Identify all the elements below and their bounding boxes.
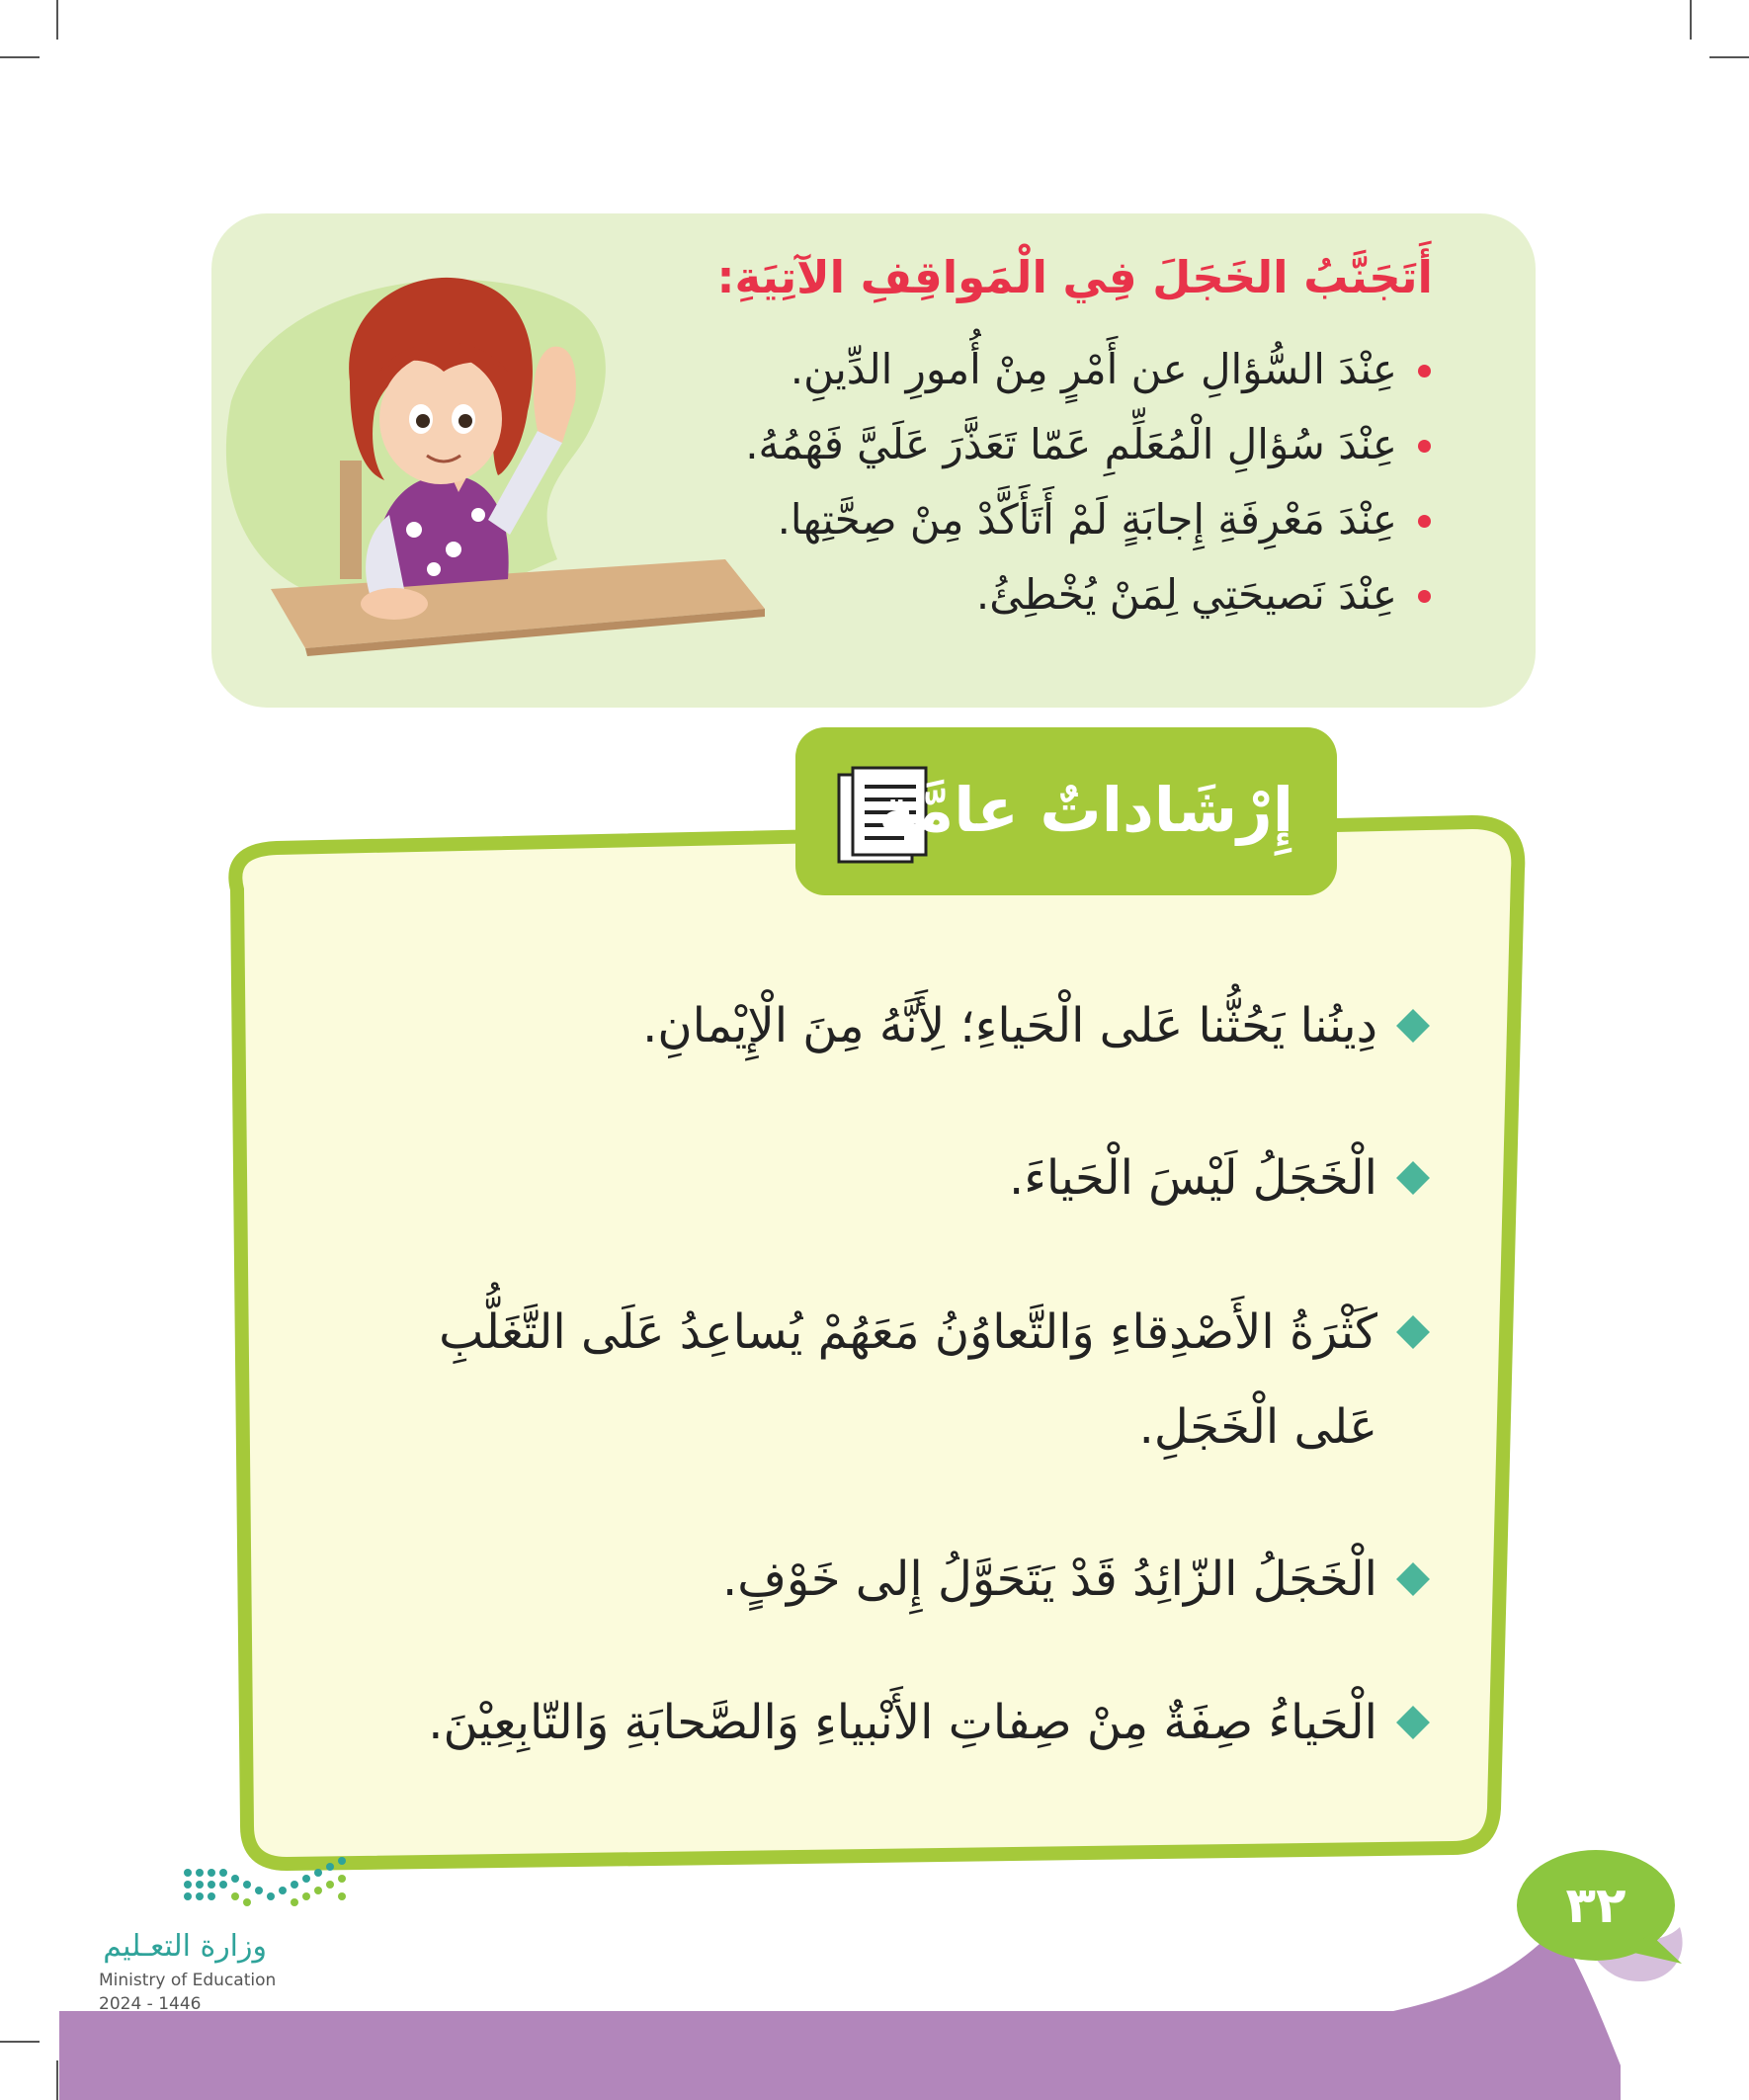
diamond-bullet-icon — [1396, 1315, 1430, 1349]
crop-mark — [1690, 0, 1692, 40]
page-number: ٣٢ — [1565, 1877, 1626, 1934]
situations-list — [682, 332, 1433, 632]
list-item: عِنْدَ سُؤالِ الْمُعَلِّمِ عَمّا تَعَذَّرَ عَلَيَّ فَهْمُهُ. — [682, 407, 1433, 482]
ministry-dots-logo-icon — [180, 1853, 353, 1912]
section-title: أَتَجَنَّبُ الخَجَلَ فِي الْمَواقِفِ الآتِيَةِ: — [716, 251, 1433, 303]
diamond-bullet-icon — [1396, 1009, 1430, 1043]
list-item: عِنْدَ السُّؤالِ عن أَمْرٍ مِنْ أُمورِ الدِّينِ. — [682, 332, 1433, 407]
list-item: الْخَجَلُ الزّائِدُ قَدْ يَتَحَوَّلُ إِلى خَوْفٍ. — [356, 1532, 1433, 1627]
crop-mark — [0, 56, 40, 58]
list-item: عِنْدَ نَصيحَتِي لِمَنْ يُخْطِئُ. — [682, 557, 1433, 632]
list-item: دِينُنا يَحُثُّنا عَلى الْحَياءِ؛ لِأَنَّهُ مِنَ الْإِيْمانِ. — [356, 978, 1433, 1073]
edition-year: 2024 - 1446 — [99, 1994, 202, 2014]
avoid-shyness-panel — [211, 213, 1536, 708]
diamond-bullet-icon — [1396, 1161, 1430, 1195]
diamond-bullet-icon — [1396, 1706, 1430, 1739]
bullet-icon — [1418, 515, 1431, 528]
crop-mark — [56, 0, 58, 40]
ministry-name-arabic: وزارة التعـليم — [103, 1929, 267, 1964]
list-item: كَثْرَةُ الأَصْدِقاءِ وَالتَّعاوُنُ مَعَهُمْ يُساعِدُ عَلَى التَّغَلُّبِ عَلى الْخَجَلِ. — [356, 1285, 1433, 1474]
diamond-bullet-icon — [1396, 1562, 1430, 1596]
tips-header-tab — [795, 727, 1337, 895]
list-item: الْخَجَلُ لَيْسَ الْحَياءَ. — [356, 1131, 1433, 1225]
ministry-logo — [99, 1853, 356, 2041]
bullet-icon — [1418, 440, 1431, 453]
ministry-name-english: Ministry of Education — [99, 1971, 277, 1990]
tips-title: إِرْشَاداتٌ عامَّة — [878, 774, 1293, 846]
bullet-icon — [1418, 590, 1431, 603]
bullet-icon — [1418, 365, 1431, 378]
list-item: الْحَياءُ صِفَةٌ مِنْ صِفاتِ الأَنْبياءِ وَالصَّحابَةِ وَالتّابِعِيْنَ. — [356, 1675, 1433, 1770]
crop-mark — [1709, 56, 1749, 58]
list-item: عِنْدَ مَعْرِفَةِ إِجابَةٍ لَمْ أَتَأَكَّدْ مِنْ صِحَّتِها. — [682, 482, 1433, 557]
